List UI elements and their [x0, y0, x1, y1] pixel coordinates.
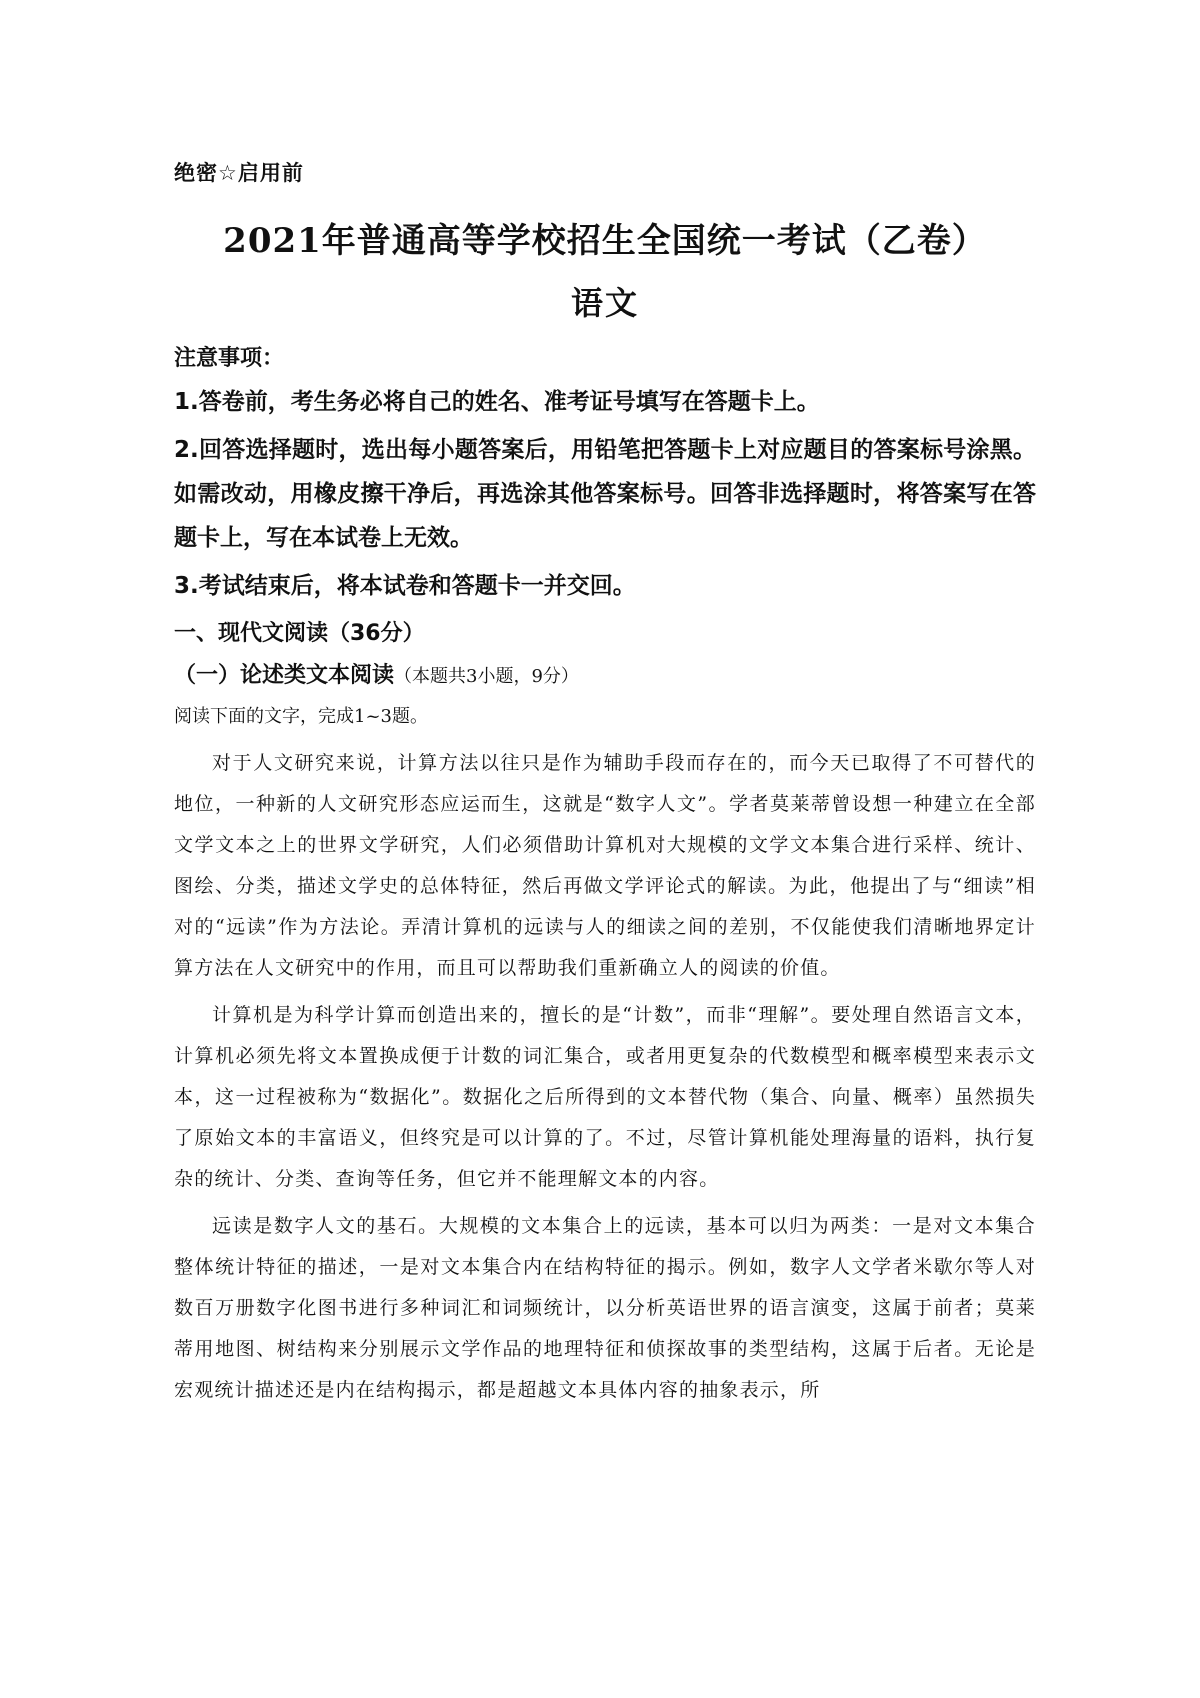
exam-title: 2021年普通高等学校招生全国统一考试（乙卷） — [223, 221, 987, 261]
secret-label: 绝密☆启用前 — [174, 161, 304, 185]
passage-paragraph-1: 对于人文研究来说，计算方法以往只是作为辅助手段而存在的，而今天已取得了不可替代的地位，一种新的人文研究形态应运而生，这就是“数字人文”。学者莫莱蒂曾设想一种建立在全部文学文本之上的世界文学研究，人们必须借助计算机对大规模的文学文本集合进行采样、统计、图绘、分类，描述文学史的总体特征，然后再做文学评论式的解读。为此，他提出了与“细读”相对的“远读”作为方法论。弄清计算机的远读与人的细读之间的差别，不仅能使我们清晰地界定计算方法在人文研究中的作用，而且可以帮助我们重新确立人的阅读的价值。 — [174, 752, 1036, 979]
subsection-heading — [174, 656, 1036, 697]
notice-item-1: 1.答卷前，考生务必将自己的姓名、准考证号填写在答题卡上。 — [174, 389, 820, 415]
page-content — [174, 158, 1036, 1411]
notice-item-3: 3.考试结束后，将本试卷和答题卡一并交回。 — [174, 573, 636, 599]
subsection-note: （本题共3小题，9分） — [394, 666, 579, 687]
passage-paragraph-3: 远读是数字人文的基石。大规模的文本集合上的远读，基本可以归为两类：一是对文本集合整体统计特征的描述，一是对文本集合内在结构特征的揭示。例如，数字人文学者米歇尔等人对数百万册数字化图书进行多种词汇和词频统计，以分析英语世界的语言演变，这属于前者；莫莱蒂用地图、树结构来分别展示文学作品的地理特征和侦探故事的类型结构，这属于后者。无论是宏观统计描述还是内在结构揭示，都是超越文本具体内容的抽象表示，所 — [174, 1215, 1036, 1401]
notice-item-2: 2.回答选择题时，选出每小题答案后，用铅笔把答题卡上对应题目的答案标号涂黑。如需改动，用橡皮擦干净后，再选涂其他答案标号。回答非选择题时，将答案写在答题卡上，写在本试卷上无效。 — [174, 437, 1036, 551]
passage-paragraph-2: 计算机是为科学计算而创造出来的，擅长的是“计数”，而非“理解”。要处理自然语言文本，计算机必须先将文本置换成便于计数的词汇集合，或者用更复杂的代数模型和概率模型来表示文本，这一过程被称为“数据化”。数据化之后所得到的文本替代物（集合、向量、概率）虽然损失了原始文本的丰富语义，但终究是可以计算的了。不过，尽管计算机能处理海量的语料，执行复杂的统计、分类、查询等任务，但它并不能理解文本的内容。 — [174, 1004, 1036, 1190]
section-heading: 一、现代文阅读（36分） — [174, 621, 425, 646]
notice-heading: 注意事项： — [174, 346, 285, 371]
reading-instruction: 阅读下面的文字，完成1~3题。 — [174, 706, 428, 727]
subsection-title: （一）论述类文本阅读 — [174, 663, 395, 688]
subject-title: 语文 — [570, 284, 639, 322]
